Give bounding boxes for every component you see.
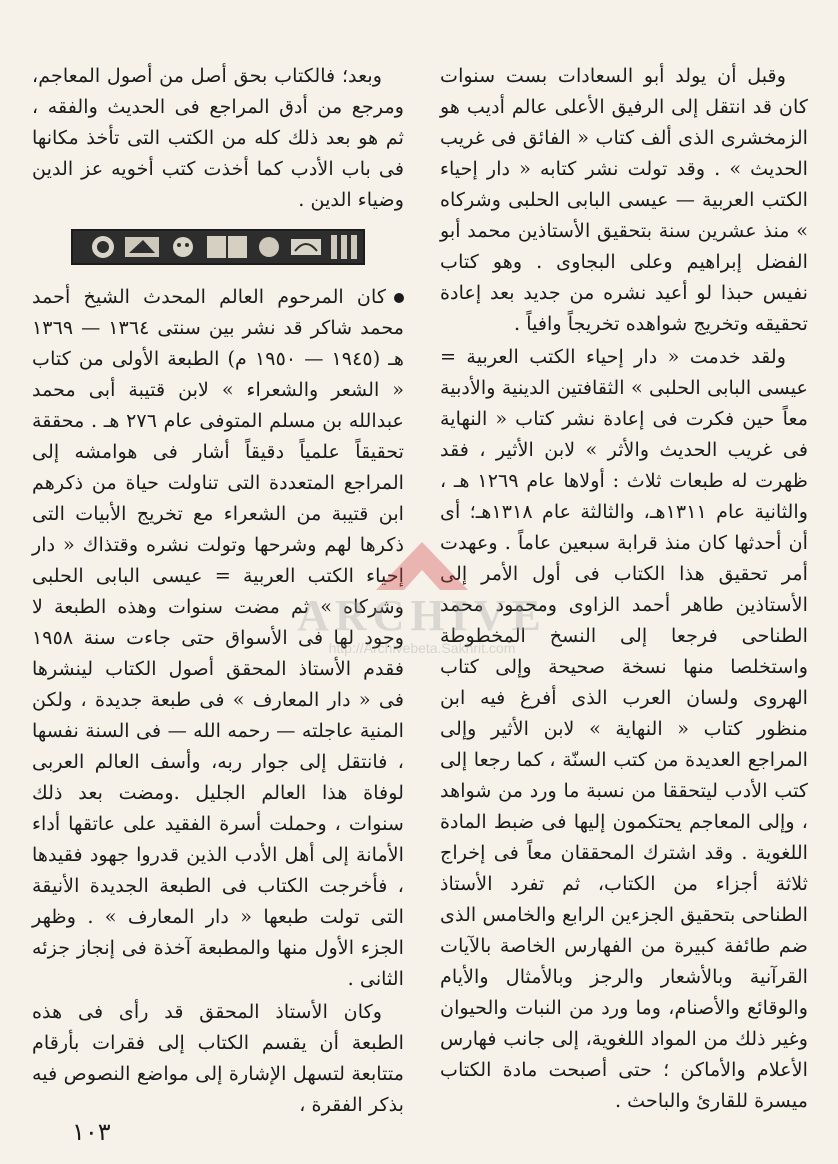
watermark-url: http://Archivebeta.Sakhrit.com	[328, 640, 516, 656]
paragraph-left-2: وكان الأستاذ المحقق قد رأى فى هذه الطبعة أن يقسم الكتاب إلى فقرات بأرقام متتابعة لتسهل الإشارة إلى مواضع النصوص فيه بذكر الفقرة ،	[32, 1000, 404, 1116]
decorative-ornament-banner	[71, 229, 365, 265]
paragraph-right-2: ولقد خدمت « دار إحياء الكتب العربية = عيسى البابى الحلبى » الثقافتين الدينية والأدبية معاً حين فكرت فى إعادة نشر كتاب « النهاية فى غريب الحديث والأثر » لابن الأثير ، فقد ظهرت له طبعات ثلاث : أولاها عام ١٢٦٩ هـ ، والثانية عام ١٣١١هـ، والثالثة عام ١٣١٨هـ؛ أى أن أحدثها كان منذ قرابة سبعين عاماً . وعهدت أمر تحقيق هذا الكتاب فى أول الأمر إلى الأستاذين طاهر أحمد الزاوى ومحمود محمد الطناحى فرجعا إلى النسخ المخطوطة واستخلصا منها نسخة صحيحة وإلى كتاب الهروى ولسان العرب الذى أفرغ فيه ابن منظور كتاب « النهاية » لابن الأثير وإلى المراجع العديدة من كتب السنّة ، كما رجعا إلى كتب الأدب ليتحققا من نسبة ما ورد من شواهد ، وإلى المعاجم يحتكمون إليها فى ضبط المادة اللغوية . وقد اشترك المحققان معاً فى إخراج ثلاثة أجزاء من الكتاب، ثم تفرد الأستاذ الطناحى بتحقيق الجزءين الرابع والخامس الذى ضم طائفة كبيرة من الفهارس الخاصة بالآيات القرآنية وبالأشعار والرجز وبالأمثال والأيام والوقائع والأصنام، وما ورد من النبات والحيوان وغير ذلك من المواد اللغوية، إلى جانب فهارس الأعلام والأماكن ؛ حتى أصبحت مادة الكتاب ميسرة للقارئ والباحث .	[440, 345, 808, 1112]
bullet-icon	[394, 293, 404, 303]
right-column	[440, 60, 808, 1118]
left-column	[32, 60, 404, 1122]
paragraph-left-intro: وبعد؛ فالكتاب بحق أصل من أصول المعاجم، ومرجع من أدق المراجع فى الحديث والفقه ، ثم هو بعد ذلك كله من الكتب التى تأخذ مكانها فى باب الأدب كما أخذت كتب أخويه عز الدين وضياء الدين .	[32, 64, 404, 211]
page-number: ١٠٣	[72, 1118, 111, 1146]
paragraph-left-1-text: كان المرحوم العالم المحدث الشيخ أحمد محمد شاكر قد نشر بين سنتى ١٣٦٤ — ١٣٦٩ هـ (١٩٤٥ — ١٩٥٠ م) الطبعة الأولى من كتاب « الشعر والشعراء » لابن قتيبة أبى محمد عبدالله بن مسلم المتوفى عام ٢٧٦ هـ . محققة تحقيقاً علمياً دقيقاً أشار فى هوامشه إلى المراجع المتعددة التى تناولت حياة من ذكرهم ابن قتيبة من الشعراء مع تخريج الأبيات التى ذكرها لهم وشرحها وتولت نشره وقتذاك « دار إحياء الكتب العربية = عيسى البابى الحلبى وشركاه » ثم مضت سنوات وهذه الطبعة لا وجود لها فى الأسواق حتى جاءت سنة ١٩٥٨ فقدم الأستاذ المحقق أصول الكتاب لينشرها فى « دار المعارف » فى طبعة جديدة ، ولكن المنية عاجلته — رحمه الله — فى السنة نفسها ، فانتقل إلى جوار ربه، وأسف العالم العربى لوفاة هذا العالم الجليل .ومضت بعد ذلك سنوات ، وحملت أسرة الفقيد على عاتقها أداء الأمانة إلى أهل الأدب الذين قدروا جهود فقيدها ، فأخرجت الكتاب فى الطبعة الجديدة الأنيقة التى تولت طبعها « دار المعارف » . وظهر الجزء الأول منها والمطبعة آخذة فى إنجاز جزئه الثانى .	[32, 285, 405, 990]
paragraph-left-1	[32, 281, 404, 994]
paragraph-right-1: وقبل أن يولد أبو السعادات بست سنوات كان قد انتقل إلى الرفيق الأعلى عالم أديب هو الزمخشرى الذى ألف كتاب « الفائق فى غريب الحديث » . وقد تولت نشر كتابه « دار إحياء الكتب العربية — عيسى البابى الحلبى وشركاه » منذ عشرين سنة بتحقيق الأستاذين محمد أبو الفضل إبراهيم وعلى البجاوى . وهو كتاب نفيس حبذا لو أعيد نشره من جديد بعد إعادة تحقيقه وتخريج شواهده تخريجاً وافياً .	[440, 64, 808, 335]
watermark-word: ARCHIVE	[297, 591, 547, 640]
